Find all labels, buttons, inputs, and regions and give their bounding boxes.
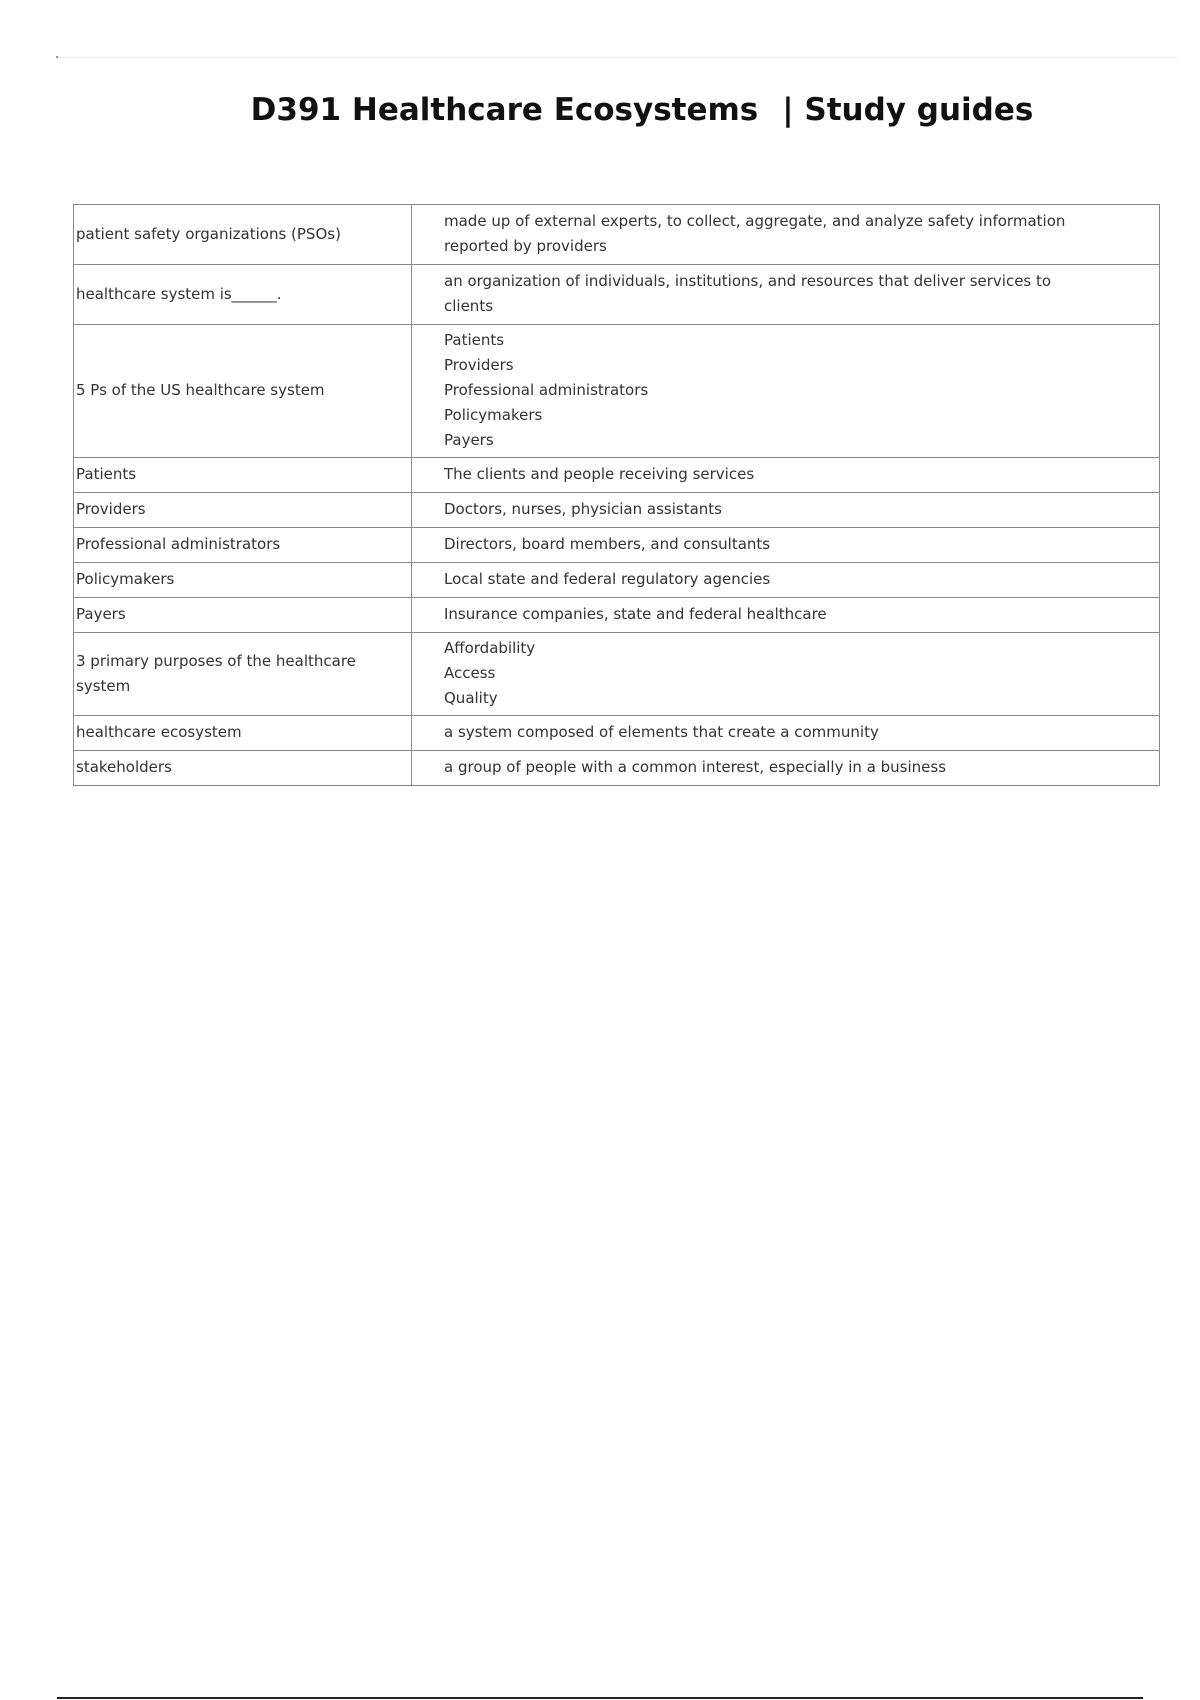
- definition-cell: [412, 751, 1160, 786]
- definition-line: Payers: [444, 431, 494, 449]
- term-cell: Policymakers: [74, 563, 412, 598]
- table-row: [74, 265, 1160, 325]
- definition-line: made up of external experts, to collect, aggregate, and analyze safety information: [444, 212, 1066, 230]
- definition-line: Access: [444, 664, 496, 682]
- title-main: D391 Healthcare Ecosystems: [250, 92, 759, 128]
- term-cell: Payers: [74, 598, 412, 633]
- table-row: [74, 633, 1160, 716]
- page-title: [0, 92, 1200, 128]
- table-row: [74, 493, 1160, 528]
- definition-line: an organization of individuals, institutions, and resources that deliver services to: [444, 272, 1052, 290]
- definition-cell: [412, 633, 1160, 716]
- table-row: [74, 563, 1160, 598]
- definition-cell: [412, 325, 1160, 458]
- term-cell: 5 Ps of the US healthcare system: [74, 325, 412, 458]
- table-row: [74, 598, 1160, 633]
- definition-line: Directors, board members, and consultants: [444, 535, 771, 553]
- term-cell: [74, 633, 412, 716]
- term-cell: patient safety organizations (PSOs): [74, 205, 412, 265]
- table-row: [74, 751, 1160, 786]
- definition-line: clients: [444, 297, 494, 315]
- table-row: [74, 458, 1160, 493]
- term-cell: Providers: [74, 493, 412, 528]
- definition-cell: [412, 493, 1160, 528]
- term-line: 3 primary purposes of the healthcare system: [76, 651, 356, 695]
- term-cell: healthcare system is______.: [74, 265, 412, 325]
- definition-line: Providers: [444, 356, 514, 374]
- definition-line: Insurance companies, state and federal healthcare: [444, 605, 827, 623]
- definition-line: a group of people with a common interest, especially in a business: [444, 758, 947, 776]
- study-guide-table: [73, 204, 1160, 786]
- definition-line: Affordability: [444, 639, 536, 657]
- top-divider: [57, 57, 1177, 58]
- term-cell: stakeholders: [74, 751, 412, 786]
- definition-line: reported by providers: [444, 237, 607, 255]
- definition-line: Doctors, nurses, physician assistants: [444, 500, 722, 518]
- table-row: [74, 528, 1160, 563]
- definition-cell: [412, 563, 1160, 598]
- definition-line: Patients: [444, 331, 505, 349]
- footer-divider: [57, 1697, 1143, 1699]
- definition-line: The clients and people receiving services: [444, 465, 755, 483]
- title-suffix: | Study guides: [782, 92, 1034, 128]
- definition-line: a system composed of elements that create a community: [444, 723, 879, 741]
- definition-cell: [412, 528, 1160, 563]
- definition-cell: [412, 265, 1160, 325]
- definition-cell: [412, 205, 1160, 265]
- term-cell: Patients: [74, 458, 412, 493]
- definition-cell: [412, 458, 1160, 493]
- definition-line: Policymakers: [444, 406, 543, 424]
- definition-cell: [412, 598, 1160, 633]
- definition-line: Professional administrators: [444, 381, 649, 399]
- table-row: [74, 325, 1160, 458]
- table-row: [74, 205, 1160, 265]
- corner-mark: [56, 56, 58, 58]
- term-cell: Professional administrators: [74, 528, 412, 563]
- definition-cell: [412, 716, 1160, 751]
- table-row: [74, 716, 1160, 751]
- definition-line: Local state and federal regulatory agencies: [444, 570, 771, 588]
- definition-line: Quality: [444, 689, 498, 707]
- term-cell: healthcare ecosystem: [74, 716, 412, 751]
